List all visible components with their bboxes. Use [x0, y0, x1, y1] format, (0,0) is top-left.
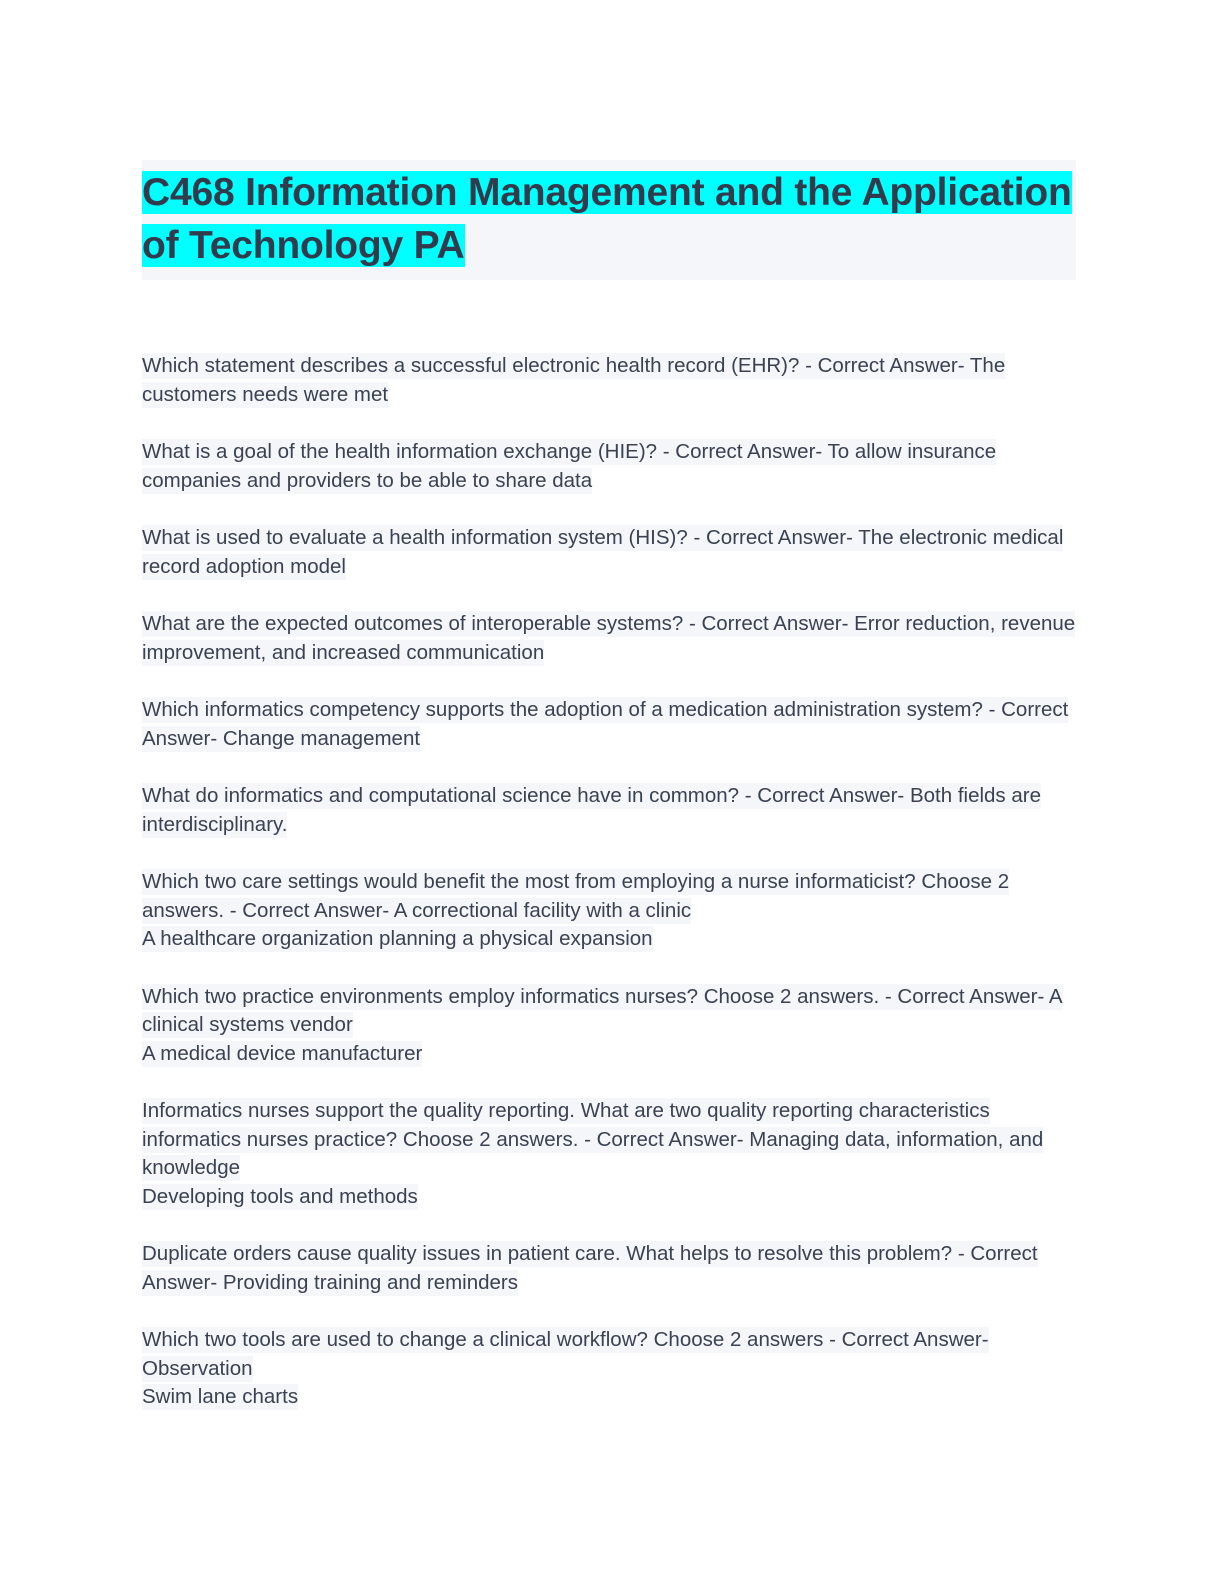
qa-line — [142, 696, 1076, 753]
qa-block — [142, 524, 1076, 581]
document-content — [142, 160, 1076, 1441]
page-title — [142, 160, 1076, 280]
qa-list — [142, 352, 1076, 1412]
qa-line — [142, 1097, 1076, 1183]
qa-line — [142, 925, 1076, 954]
title-body-spacer — [142, 280, 1076, 352]
qa-line-text: What are the expected outcomes of interoperable systems? - Correct Answer- Error reduction, revenue improvement, and increased communication — [142, 612, 1076, 664]
qa-block — [142, 610, 1076, 667]
qa-line — [142, 1240, 1076, 1297]
qa-line-text: Which two practice environments employ informatics nurses? Choose 2 answers. - Correct Answer- A clinical systems vendor — [142, 984, 1063, 1036]
qa-line — [142, 782, 1076, 839]
qa-line — [142, 610, 1076, 667]
qa-line — [142, 438, 1076, 495]
qa-line — [142, 352, 1076, 409]
qa-line — [142, 524, 1076, 581]
qa-line-text: What is a goal of the health information exchange (HIE)? - Correct Answer- To allow insurance companies and providers to be able to share data — [142, 440, 997, 492]
qa-line-text: Swim lane charts — [142, 1385, 299, 1408]
qa-line — [142, 1040, 1076, 1069]
qa-line-text: Which informatics competency supports the adoption of a medication administration system? - Correct Answer- Change management — [142, 698, 1069, 750]
qa-line — [142, 983, 1076, 1040]
qa-line — [142, 868, 1076, 925]
qa-block — [142, 983, 1076, 1069]
qa-line-text: Developing tools and methods — [142, 1184, 418, 1208]
qa-line-text: Which two tools are used to change a clinical workflow? Choose 2 answers - Correct Answer- Observation — [142, 1328, 989, 1380]
qa-block — [142, 352, 1076, 409]
qa-block — [142, 1097, 1076, 1211]
qa-block — [142, 696, 1076, 753]
qa-block — [142, 438, 1076, 495]
qa-line-text: Informatics nurses support the quality reporting. What are two quality reporting characteristics informatics nurses practice? Choose 2 answers. - Correct Answer- Managing data, information, and knowledge — [142, 1099, 1044, 1179]
qa-line-text: Which two care settings would benefit the most from employing a nurse informaticist? Choose 2 answers. - Correct Answer- A correctional facility with a clinic — [142, 870, 1010, 922]
page-title-text: C468 Information Management and the Application of Technology PA — [142, 171, 1072, 267]
qa-line-text: What is used to evaluate a health information system (HIS)? - Correct Answer- The electronic medical record adoption model — [142, 526, 1064, 578]
qa-line-text: A healthcare organization planning a physical expansion — [142, 927, 653, 950]
qa-line — [142, 1383, 1076, 1412]
qa-line — [142, 1183, 1076, 1212]
qa-block — [142, 1326, 1076, 1412]
qa-line-text: Which statement describes a successful electronic health record (EHR)? - Correct Answer- The customers needs were met — [142, 354, 1006, 406]
qa-line-text: What do informatics and computational science have in common? - Correct Answer- Both fields are interdisciplinary. — [142, 784, 1041, 836]
qa-block — [142, 1240, 1076, 1297]
qa-line-text: Duplicate orders cause quality issues in patient care. What helps to resolve this problem? - Correct Answer- Providing training and reminders — [142, 1242, 1038, 1294]
qa-line — [142, 1326, 1076, 1383]
qa-line-text: A medical device manufacturer — [142, 1041, 423, 1065]
qa-block — [142, 868, 1076, 954]
qa-block — [142, 782, 1076, 839]
